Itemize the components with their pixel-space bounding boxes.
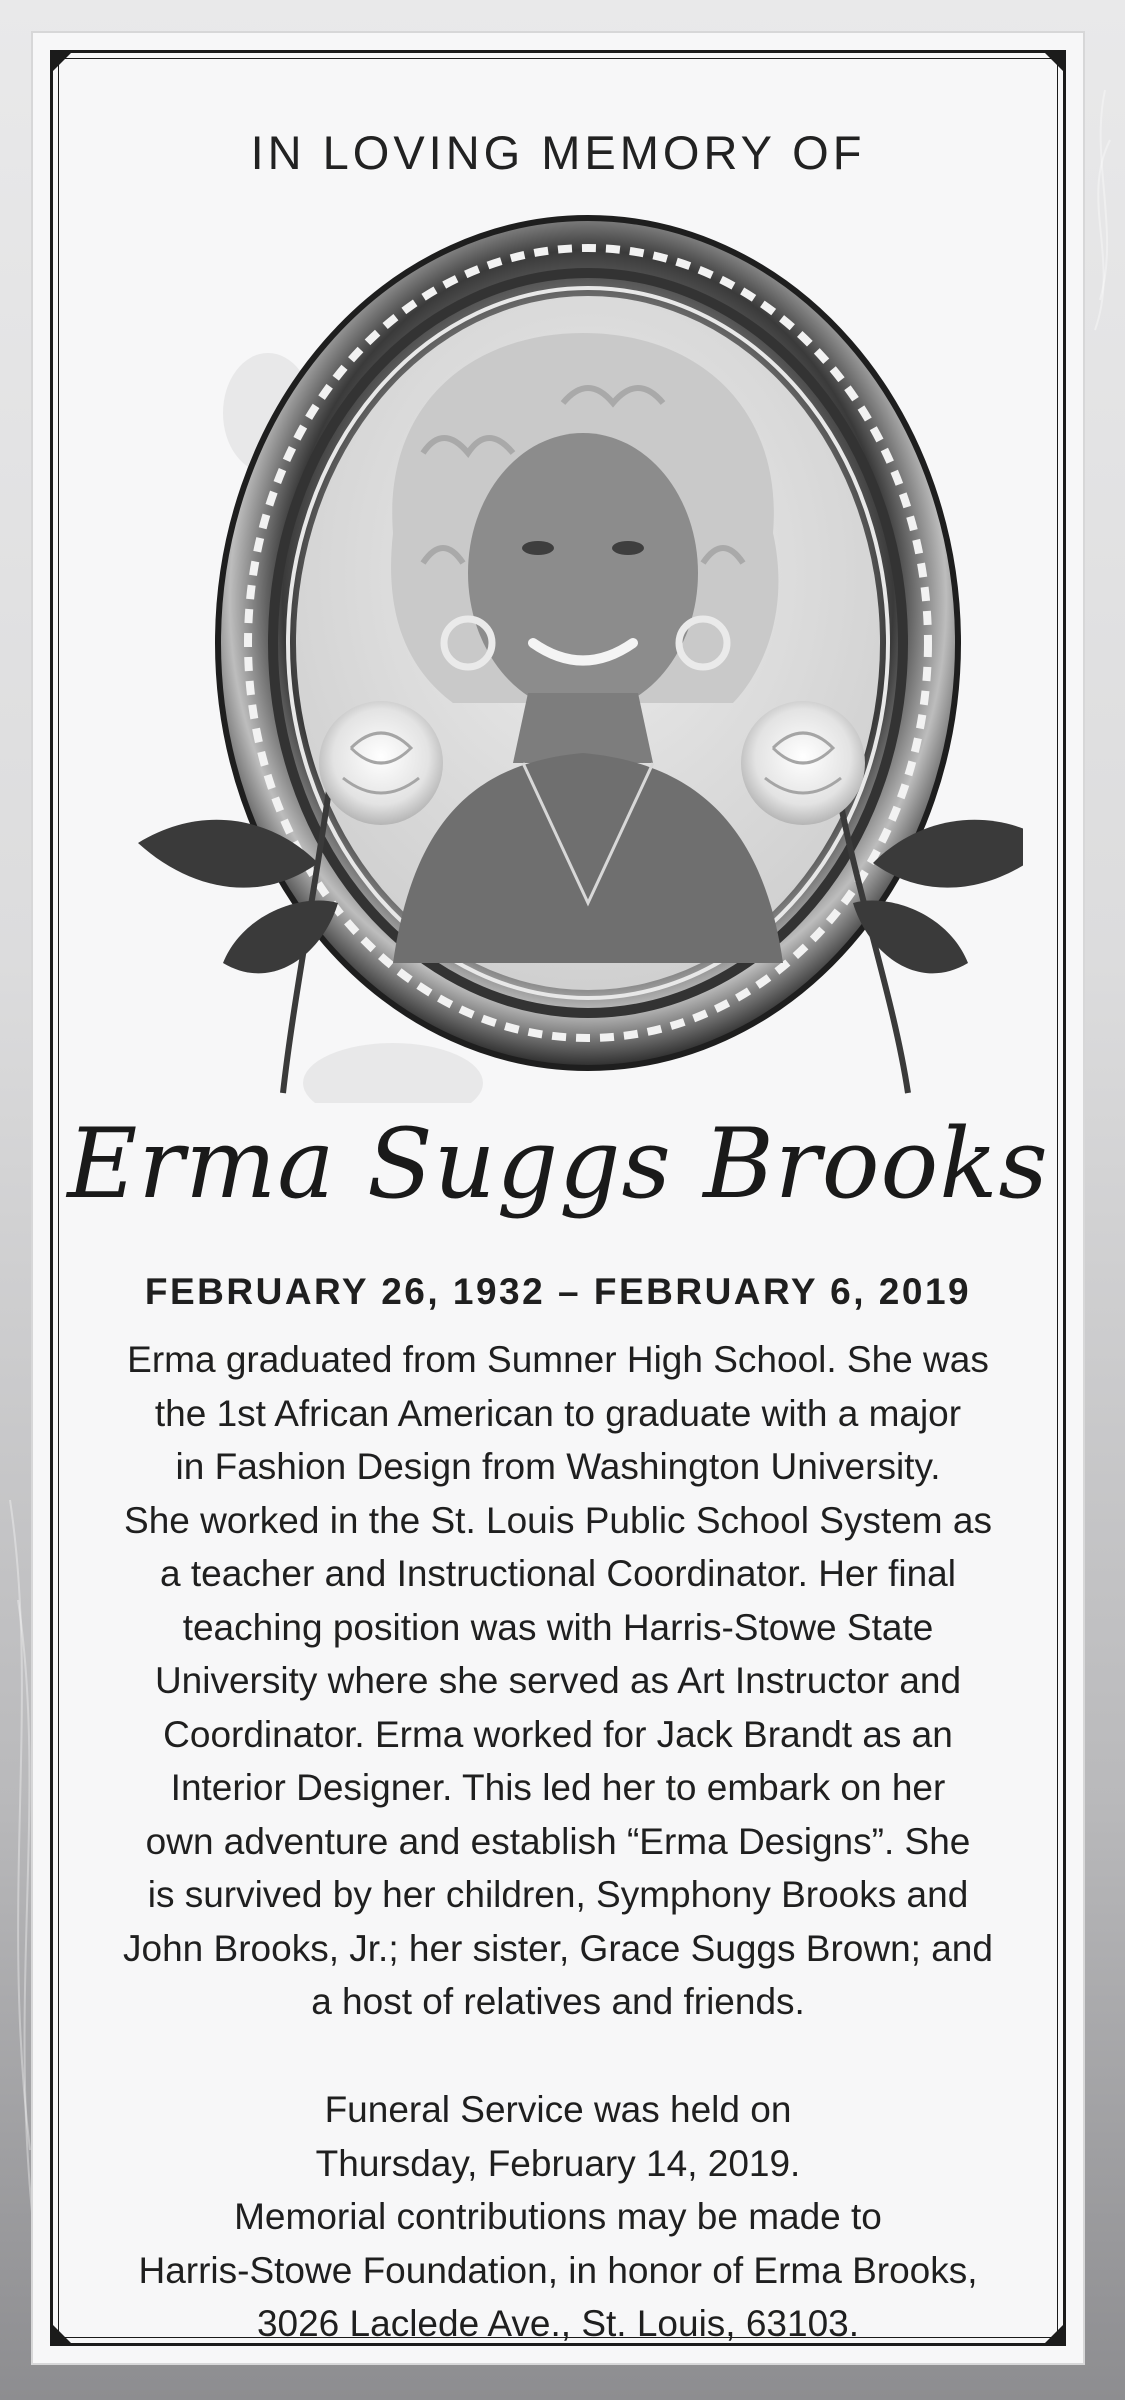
biography-line: Erma graduated from Sumner High School. She was bbox=[127, 1339, 989, 1380]
biography-line: the 1st African American to graduate with a major bbox=[154, 1392, 962, 1434]
portrait-photo-icon bbox=[296, 296, 880, 990]
biography-line: a host of relatives and friends. bbox=[311, 1981, 805, 2022]
biography-line: a teacher and Instructional Coordinator. Her final bbox=[160, 1553, 956, 1594]
obituary-card bbox=[33, 33, 1083, 2363]
biography-line: own adventure and establish “Erma Designs”. She bbox=[145, 1820, 971, 1862]
biography-line: She worked in the St. Louis Public School System as bbox=[124, 1499, 992, 1541]
life-dates: FEBRUARY 26, 1932 – FEBRUARY 6, 2019 bbox=[144, 1271, 972, 1312]
biography-line: is survived by her children, Symphony Brooks and bbox=[147, 1874, 969, 1915]
service-line: Funeral Service was held on bbox=[324, 2089, 792, 2130]
service-line: Harris-Stowe Foundation, in honor of Erma Brooks, bbox=[138, 2249, 978, 2291]
service-line: 3026 Laclede Ave., St. Louis, 63103. bbox=[256, 2303, 860, 2344]
service-line: Memorial contributions may be made to bbox=[234, 2196, 882, 2237]
biography-line: Coordinator. Erma worked for Jack Brandt as an bbox=[163, 1713, 953, 1755]
biography-line: John Brooks, Jr.; her sister, Grace Suggs Brown; and bbox=[123, 1927, 993, 1969]
portrait-illustration bbox=[93, 203, 1023, 1103]
biography bbox=[78, 1333, 1038, 2029]
deceased-name: Erma Suggs Brooks bbox=[67, 1108, 1049, 1220]
biography-line: University where she served as Art Instructor and bbox=[154, 1660, 962, 1701]
biography-line: Interior Designer. This led her to embark on her bbox=[170, 1767, 946, 1808]
service-information bbox=[78, 2083, 1038, 2351]
biography-line: in Fashion Design from Washington University. bbox=[175, 1446, 941, 1487]
service-line: Thursday, February 14, 2019. bbox=[315, 2142, 801, 2184]
memorial-heading: IN LOVING MEMORY OF bbox=[250, 126, 866, 179]
biography-line: teaching position was with Harris-Stowe State bbox=[182, 1606, 934, 1648]
